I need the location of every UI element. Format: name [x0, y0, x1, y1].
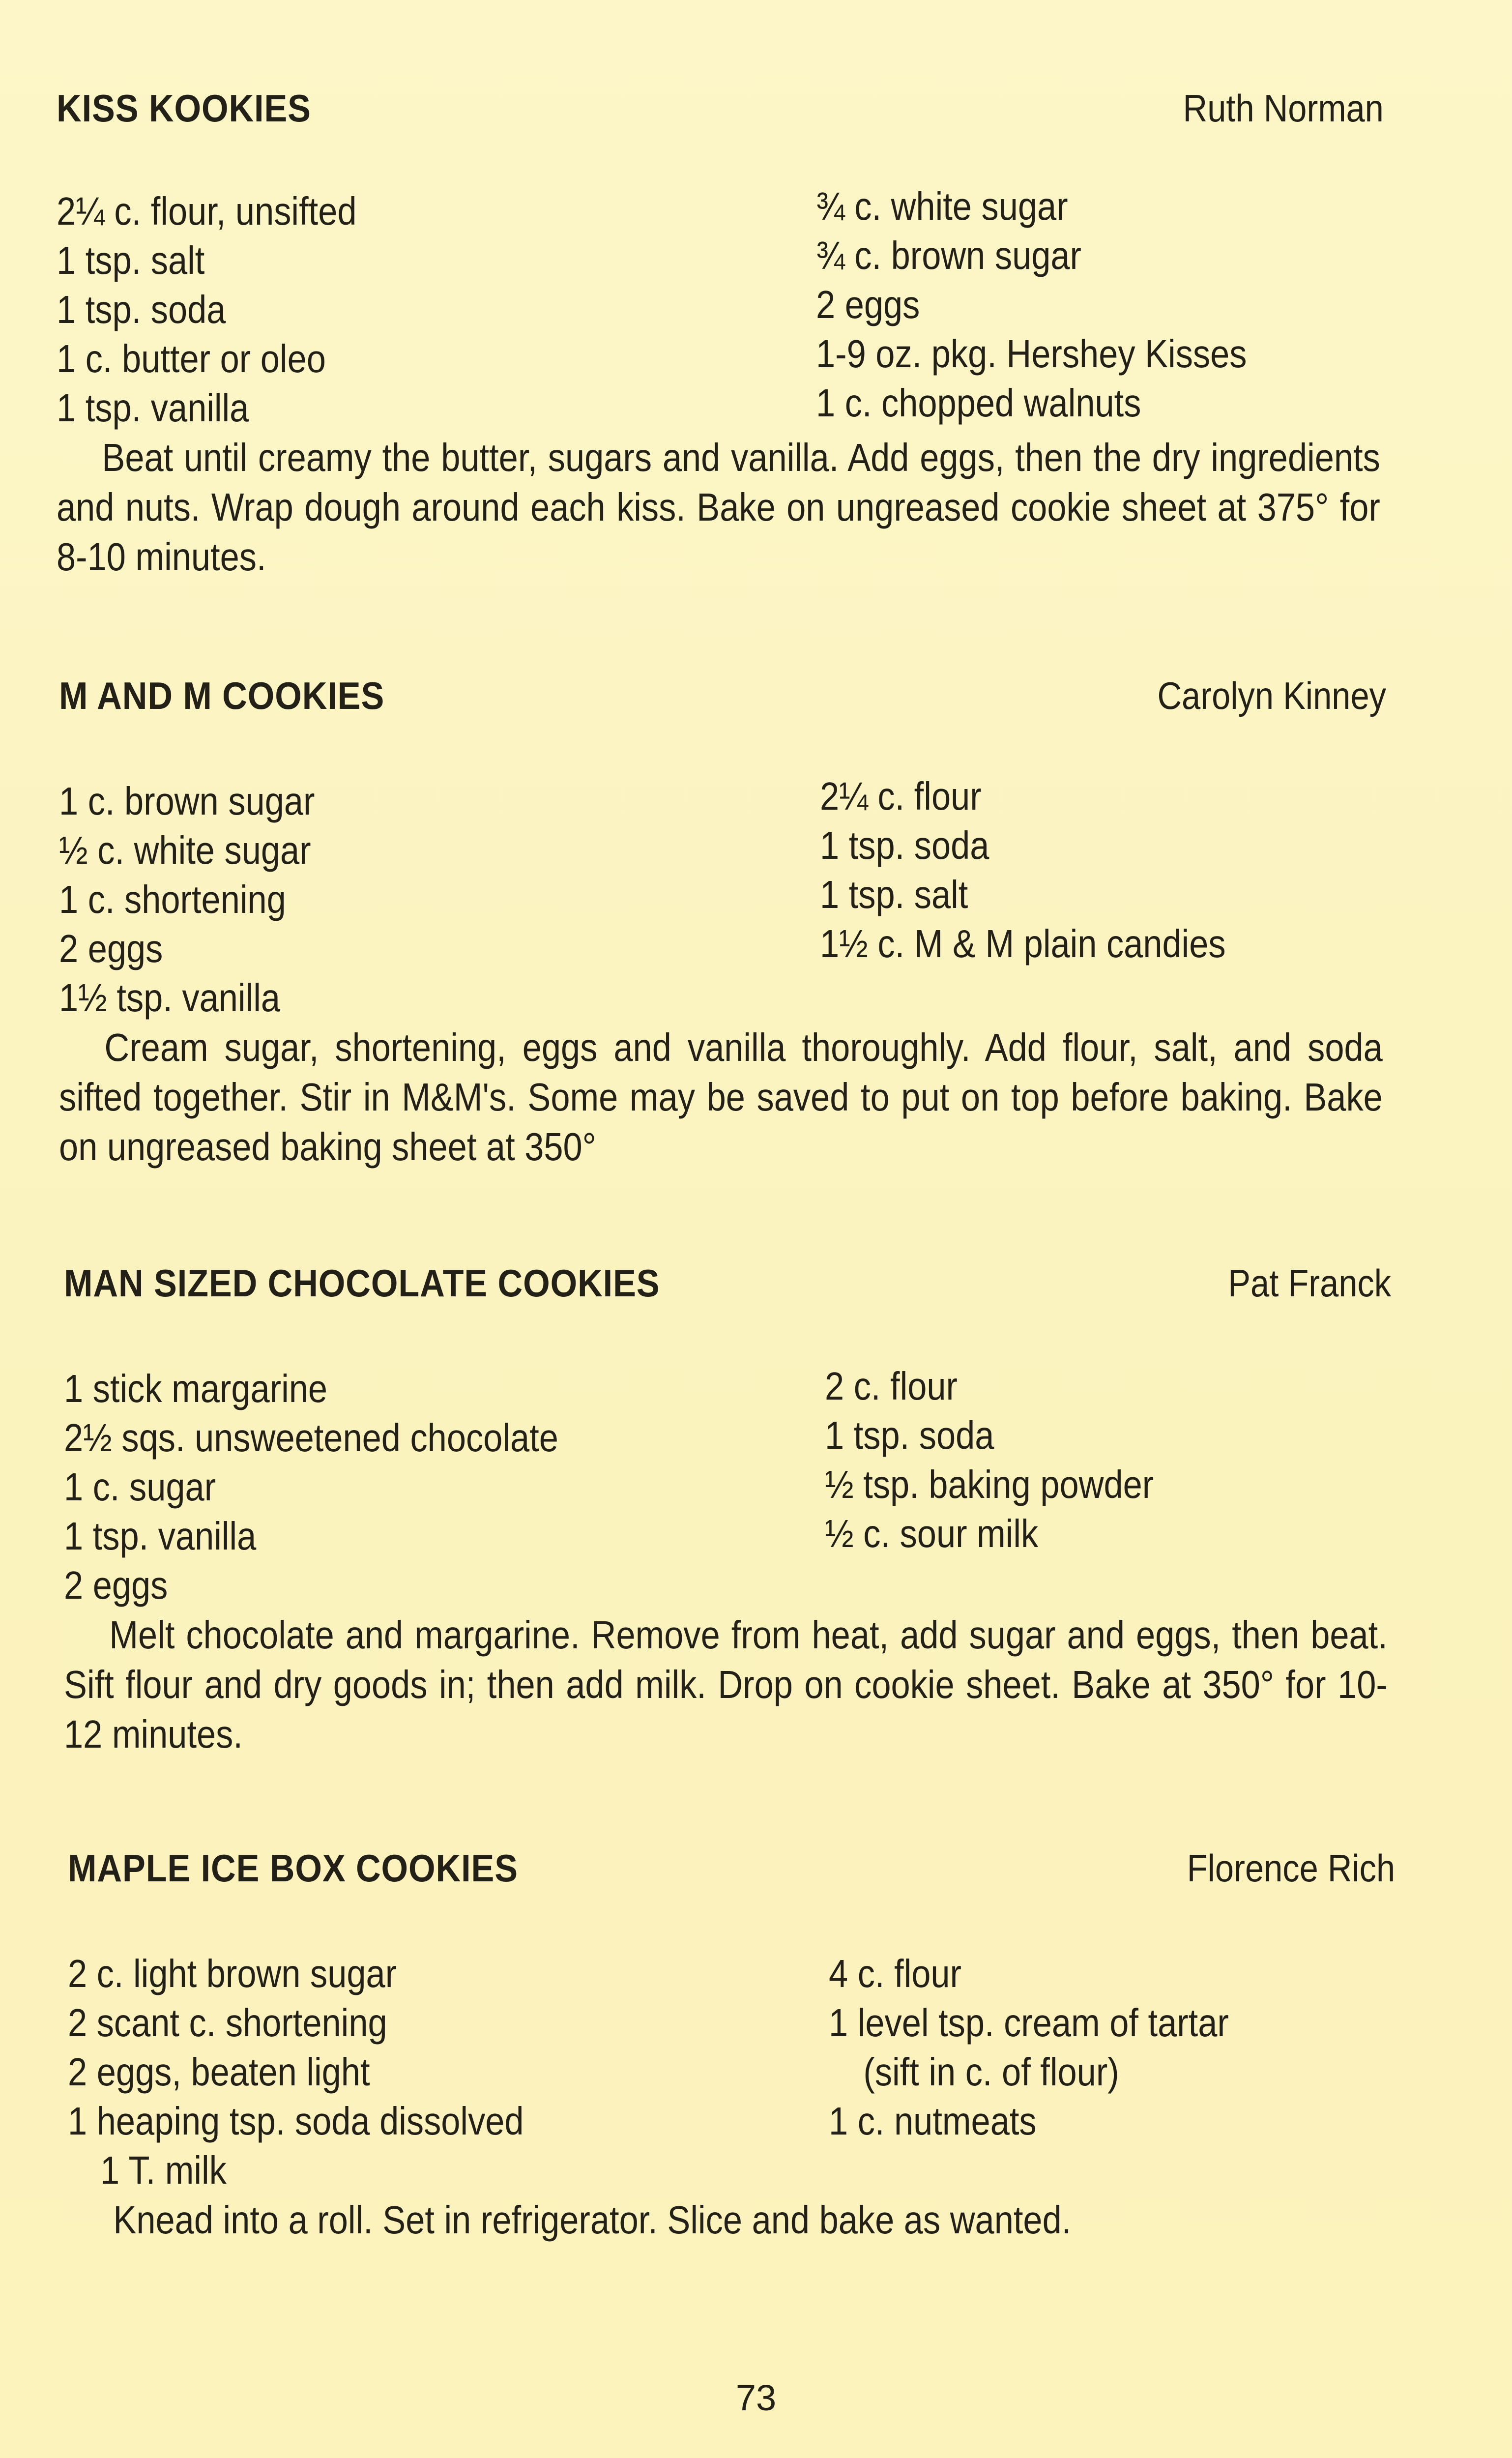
recipe-directions: Cream sugar, shortening, eggs and vanilla thoroughly. Add flour, salt, and soda sifted together. Stir in M&M's. Some may be saved to put on top before baking. Bake on ungreased baking sheet at 350° — [59, 1025, 1383, 1169]
ingredients — [64, 1364, 1391, 1610]
recipe-header — [64, 1261, 1391, 1315]
recipe-header — [68, 1846, 1395, 1900]
recipe-title: MAPLE ICE BOX COOKIES — [68, 1846, 519, 1890]
recipe-author: Florence Rich — [1187, 1846, 1395, 1890]
recipe-directions: Beat until creamy the butter, sugars and vanilla. Add eggs, then the dry ingredients and nuts. Wrap dough around each kiss. Bake on ungreased cookie sheet at 375° for 8-10 minutes. — [57, 436, 1380, 579]
ingredient-item: 1 tsp. vanilla — [57, 386, 249, 430]
ingredient-item: 2 eggs — [816, 283, 920, 326]
ingredient-item: ¾ c. white sugar — [816, 184, 1068, 228]
ingredient-item: 2 eggs — [59, 927, 163, 970]
ingredient-item: 1 tsp. salt — [57, 238, 205, 282]
recipe-title: KISS KOOKIES — [57, 87, 311, 130]
ingredients-right-column — [820, 772, 1281, 968]
ingredient-item: 1 tsp. soda — [57, 288, 226, 331]
ingredient-item: ½ c. sour milk — [825, 1512, 1039, 1555]
page-number: 73 — [735, 2377, 777, 2418]
recipe-title: MAN SIZED CHOCOLATE COOKIES — [64, 1261, 660, 1305]
ingredient-item: 2 eggs — [64, 1563, 168, 1607]
ingredient-item: 1 T. milk — [100, 2148, 227, 2192]
ingredient-item: 1 tsp. vanilla — [64, 1514, 257, 1558]
ingredient-item: 4 c. flour — [829, 1952, 961, 1995]
ingredient-item: 2¼ c. flour, unsifted — [57, 189, 357, 233]
recipe-author: Carolyn Kinney — [1157, 674, 1386, 717]
ingredient-item: 1 tsp. soda — [820, 823, 989, 867]
ingredient-item: 1 tsp. salt — [820, 873, 968, 916]
ingredient-item: ½ tsp. baking powder — [825, 1463, 1154, 1506]
ingredient-item: 1 tsp. soda — [825, 1413, 994, 1457]
ingredient-item: ¾ c. brown sugar — [816, 234, 1082, 277]
ingredient-item: 1-9 oz. pkg. Hershey Kisses — [816, 332, 1247, 376]
ingredients-right-column — [816, 182, 1306, 428]
ingredients-right-column — [825, 1362, 1198, 1558]
recipe-directions: Melt chocolate and margarine. Remove from heat, add sugar and eggs, then beat. Sift flour and dry goods in; then add milk. Drop on cookie sheet. Bake at 350° for 10-12 minutes. — [64, 1613, 1388, 1756]
recipe-maple-ice-box-cookies — [68, 1846, 1395, 2245]
ingredient-item: (sift in c. of flour) — [863, 2050, 1119, 2094]
ingredients — [59, 774, 1386, 1023]
ingredients-left-column — [59, 777, 349, 1023]
ingredients-left-column — [68, 1949, 586, 2195]
ingredient-item: 2¼ c. flour — [820, 774, 982, 818]
ingredients-left-column — [64, 1364, 626, 1610]
recipe-author: Ruth Norman — [1183, 87, 1384, 130]
ingredient-item: 2 scant c. shortening — [68, 2001, 387, 2045]
ingredient-item: 1 c. butter or oleo — [57, 337, 326, 380]
ingredient-item: 2 eggs, beaten light — [68, 2050, 370, 2094]
ingredients — [57, 184, 1384, 433]
ingredient-item: 1 c. brown sugar — [59, 779, 315, 823]
ingredient-item: 2 c. flour — [825, 1364, 958, 1408]
ingredient-item: 1½ tsp. vanilla — [59, 976, 281, 1020]
ingredient-item: 1 heaping tsp. soda dissolved — [68, 2099, 524, 2143]
recipe-m-and-m-cookies — [59, 673, 1386, 1171]
ingredients — [68, 1949, 1395, 2195]
ingredient-item: ½ c. white sugar — [59, 828, 311, 872]
recipe-title: M AND M COOKIES — [59, 674, 385, 717]
ingredient-item: 2 c. light brown sugar — [68, 1952, 397, 1995]
recipe-man-sized-chocolate-cookies — [64, 1261, 1391, 1759]
ingredient-item: 1 c. shortening — [59, 878, 286, 921]
ingredient-item: 1 c. sugar — [64, 1465, 216, 1509]
ingredients-right-column — [829, 1949, 1283, 2146]
recipe-kiss-kookies — [57, 86, 1384, 582]
ingredient-item: 1 level tsp. cream of tartar — [829, 2001, 1229, 2045]
ingredients-left-column — [57, 187, 398, 433]
recipe-author: Pat Franck — [1228, 1261, 1391, 1305]
recipe-header — [57, 86, 1384, 140]
recipe-header — [59, 673, 1386, 728]
recipe-directions: Knead into a roll. Set in refrigerator. Slice and bake as wanted. — [113, 2198, 1072, 2242]
ingredient-item: 1 c. nutmeats — [829, 2099, 1037, 2143]
ingredient-item: 1 c. chopped walnuts — [816, 381, 1141, 425]
ingredient-item: 1 stick margarine — [64, 1367, 328, 1410]
ingredient-item: 2½ sqs. unsweetened chocolate — [64, 1416, 558, 1460]
ingredient-item: 1½ c. M & M plain candies — [820, 922, 1226, 966]
